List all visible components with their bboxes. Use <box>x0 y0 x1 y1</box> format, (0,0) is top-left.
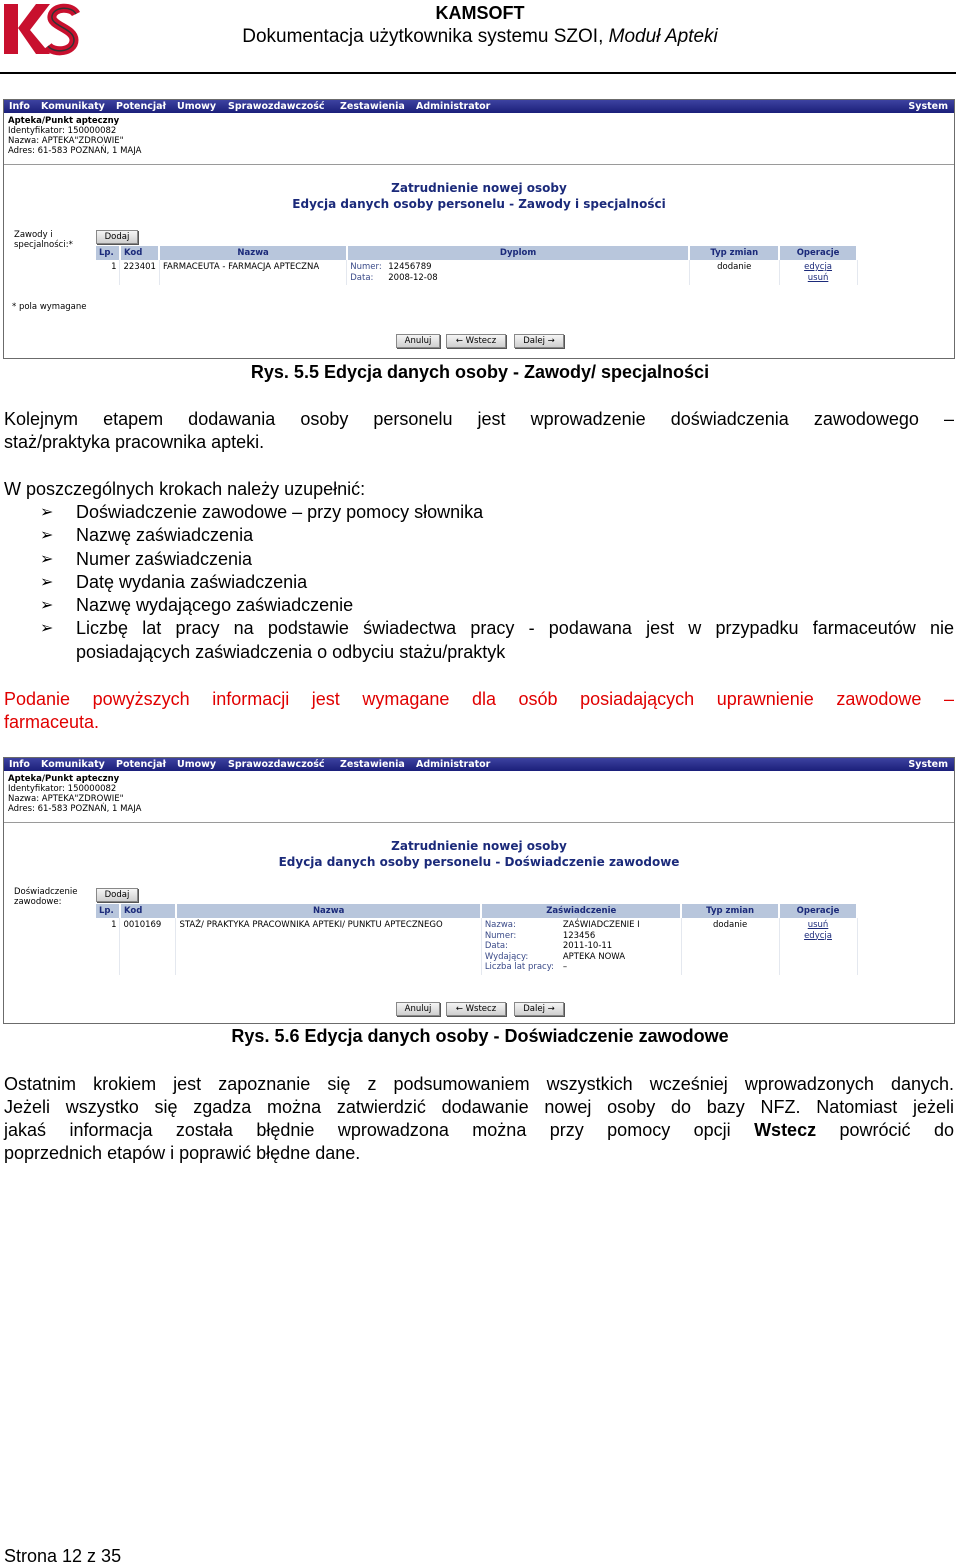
next-button[interactable]: Dalej → <box>514 334 564 348</box>
figure-caption-5-5: Rys. 5.5 Edycja danych osoby - Zawody/ specjalności <box>250 362 710 382</box>
table-row: 1 0010169 STAŻ/ PRAKTYKA PRACOWNIKA APTEKI/ PUNKTU APTECZNEGO Nazwa: ZAŚWIADCZENIE I Numer: 123456 Data: 2011-10-11 Wydający: APTEKA NOWA Liczba lat pracy: – dodanie usuń edycja <box>96 918 857 975</box>
zaswiadczenie-details: Nazwa: ZAŚWIADCZENIE I Numer: 123456 Data: 2011-10-11 Wydający: APTEKA NOWA Liczba lat pracy: – <box>481 918 681 975</box>
list-item: ➢ Nazwę wydającego zaświadczenie <box>40 594 954 617</box>
menu-system[interactable]: System <box>908 759 948 770</box>
paragraph-3-line-4: poprzednich etapów i poprawić błędne dane. <box>4 1143 361 1163</box>
paragraph-3-line-2: Jeżeli wszystko się zgadza można zatwierdzić dodawanie nowej osoby do bazy NFZ. Natomiast jeżeli <box>4 1097 954 1117</box>
col-kod: Kod <box>120 904 176 918</box>
pharmacy-info <box>4 771 954 823</box>
edit-link[interactable]: edycja <box>804 262 833 272</box>
col-lp: Lp. <box>96 904 120 918</box>
pharmacy-info <box>4 113 954 165</box>
menu-potencjal[interactable]: Potencjał <box>116 101 167 112</box>
col-lp: Lp. <box>96 246 120 260</box>
menu-sprawozdawczosc[interactable]: Sprawozdawczość <box>228 759 325 770</box>
field-label-zawody: Zawody i specjalności:* <box>14 230 73 250</box>
col-operacje: Operacje <box>779 246 857 260</box>
form-title: Zatrudnienie nowej osoby Edycja danych osoby personelu - Zawody i specjalności <box>292 181 666 211</box>
arrow-bullet-icon: ➢ <box>40 573 54 591</box>
form-title: Zatrudnienie nowej osoby Edycja danych osoby personelu - Doświadczenie zawodowe <box>278 839 680 869</box>
col-dyplom: Dyplom <box>347 246 690 260</box>
col-zaswiadczenie: Zaświadczenie <box>481 904 681 918</box>
list-item: ➢ Datę wydania zaświadczenia <box>40 571 954 594</box>
pharmacy-address: Adres: 61-583 POZNAŃ, 1 MAJA <box>8 804 142 814</box>
pharmacy-info-title: Apteka/Punkt apteczny <box>8 116 120 126</box>
cancel-button[interactable]: Anuluj <box>396 334 440 348</box>
col-typ-zmian: Typ zmian <box>689 246 779 260</box>
header-divider <box>0 72 956 74</box>
operations-cell <box>779 918 857 975</box>
list-item: ➢ Numer zaświadczenia <box>40 548 954 571</box>
field-label-doswiadczenie: Doświadczenie zawodowe: <box>14 887 78 907</box>
delete-link[interactable]: usuń <box>807 920 829 930</box>
back-button[interactable]: ← Wstecz <box>446 334 506 348</box>
menu-info[interactable]: Info <box>9 101 30 112</box>
pharmacy-info-title: Apteka/Punkt apteczny <box>8 774 120 784</box>
col-operacje: Operacje <box>779 904 857 918</box>
menu-info[interactable]: Info <box>9 759 30 770</box>
list-item: ➢ Liczbę lat pracy na podstawie świadectwa pracy - podawana jest w przypadku farmaceutów nie posiadających zaświadczenia o odbyciu stażu/praktyk <box>40 618 954 662</box>
menu-komunikaty[interactable]: Komunikaty <box>41 759 105 770</box>
menu-zestawienia[interactable]: Zestawienia <box>340 101 405 112</box>
pharmacy-address: Adres: 61-583 POZNAŃ, 1 MAJA <box>8 146 142 156</box>
figure-caption-5-6: Rys. 5.6 Edycja danych osoby - Doświadczenie zawodowe <box>231 1026 729 1046</box>
menu-zestawienia[interactable]: Zestawienia <box>340 759 405 770</box>
table-row: 1 223401 FARMACEUTA - FARMACJA APTECZNA Numer: 12456789 Data: 2008-12-08 dodanie edycja usuń <box>96 260 857 285</box>
operations-cell <box>779 260 857 285</box>
arrow-bullet-icon: ➢ <box>40 620 54 638</box>
add-button[interactable]: Dodaj <box>96 888 138 902</box>
col-nazwa: Nazwa <box>159 246 346 260</box>
table-header-row <box>96 246 857 260</box>
dyplom-details: Numer: 12456789 Data: 2008-12-08 <box>347 260 690 285</box>
menu-bar <box>4 100 954 113</box>
delete-link[interactable]: usuń <box>807 272 829 283</box>
wstecz-emphasis: Wstecz <box>754 1120 817 1140</box>
required-info-line-2: farmaceuta. <box>4 712 100 732</box>
paragraph-1-line-2: staż/praktyka pracownika apteki. <box>4 432 265 452</box>
menu-sprawozdawczosc[interactable]: Sprawozdawczość <box>228 101 325 112</box>
menu-umowy[interactable]: Umowy <box>177 101 217 112</box>
pharmacy-name: Nazwa: APTEKA"ZDROWIE" <box>8 136 124 146</box>
screenshot-zawody <box>3 99 955 359</box>
menu-bar <box>4 758 954 771</box>
col-kod: Kod <box>120 246 159 260</box>
company-name: KAMSOFT <box>435 3 525 23</box>
menu-komunikaty[interactable]: Komunikaty <box>41 101 105 112</box>
arrow-bullet-icon: ➢ <box>40 550 54 568</box>
add-button[interactable]: Dodaj <box>96 230 138 244</box>
pharmacy-name: Nazwa: APTEKA"ZDROWIE" <box>8 794 124 804</box>
list-item: ➢ Doświadczenie zawodowe – przy pomocy słownika <box>40 501 954 524</box>
edit-link[interactable]: edycja <box>804 930 832 941</box>
steps-intro: W poszczególnych krokach należy uzupełnić: <box>4 479 366 499</box>
page-number: Strona 12 z 35 <box>4 1546 122 1564</box>
menu-administrator[interactable]: Administrator <box>416 759 491 770</box>
arrow-bullet-icon: ➢ <box>40 527 54 545</box>
menu-system[interactable]: System <box>908 101 948 112</box>
required-info-line-1: Podanie powyższych informacji jest wymagane dla osób posiadających uprawnienie zawodowe – <box>4 689 954 709</box>
document-subtitle: Dokumentacja użytkownika systemu SZOI, Moduł Apteki <box>242 26 718 47</box>
pharmacy-id: Identyfikator: 150000082 <box>8 126 117 136</box>
col-typ-zmian: Typ zmian <box>681 904 779 918</box>
screenshot-doswiadczenie <box>3 757 955 1024</box>
paragraph-3-line-1: Ostatnim krokiem jest zapoznanie się z podsumowaniem wszystkich wcześniej wprowadzonych danych. <box>4 1074 954 1094</box>
paragraph-1-line-1: Kolejnym etapem dodawania osoby personelu jest wprowadzenie doświadczenia zawodowego – <box>4 409 954 429</box>
doswiadczenie-table <box>96 904 858 975</box>
table-header-row <box>96 904 857 918</box>
pharmacy-id: Identyfikator: 150000082 <box>8 784 117 794</box>
paragraph-3-line-3: jakaś informacja została błędnie wprowadzona można przy pomocy opcji Wstecz powrócić do <box>4 1120 954 1140</box>
arrow-bullet-icon: ➢ <box>40 597 54 615</box>
required-note: * pola wymagane <box>12 302 87 312</box>
zawody-table <box>96 246 858 285</box>
list-item: ➢ Nazwę zaświadczenia <box>40 524 954 547</box>
document-header <box>0 0 960 76</box>
col-nazwa: Nazwa <box>176 904 481 918</box>
steps-list <box>40 501 954 664</box>
cancel-button[interactable]: Anuluj <box>396 1002 440 1016</box>
back-button[interactable]: ← Wstecz <box>446 1002 506 1016</box>
menu-administrator[interactable]: Administrator <box>416 101 491 112</box>
arrow-bullet-icon: ➢ <box>40 504 54 521</box>
next-button[interactable]: Dalej → <box>514 1002 564 1016</box>
menu-potencjal[interactable]: Potencjał <box>116 759 167 770</box>
menu-umowy[interactable]: Umowy <box>177 759 217 770</box>
